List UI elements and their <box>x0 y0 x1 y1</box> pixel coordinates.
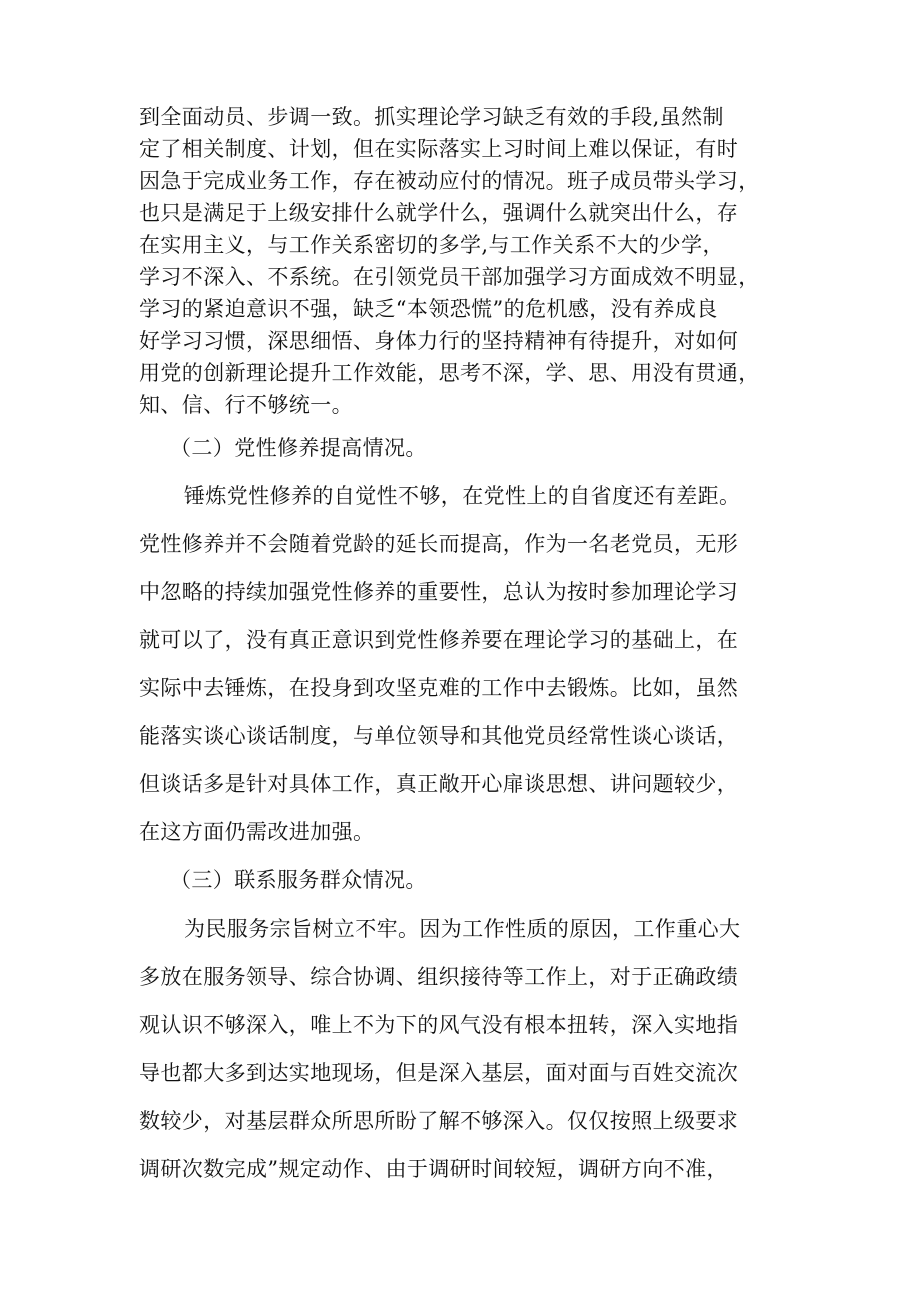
paragraph-line: 但谈话多是针对具体工作，真正敞开心扉谈思想、讲问题较少， <box>139 772 739 796</box>
section-heading-3: （三）联系服务群众情况。 <box>170 868 427 892</box>
paragraph-line: 在实用主义，与工作关系密切的多学,与工作关系不大的少学， <box>139 233 724 257</box>
paragraph-line: 观认识不够深入，唯上不为下的风气没有根本扭转，深入实地指 <box>139 1013 739 1037</box>
paragraph-line: 用党的创新理论提升工作效能，思考不深，学、思、用没有贯通， <box>139 361 760 385</box>
paragraph-line: 学习的紧迫意识不强，缺乏“本领恐慌”的危机感，没有养成良 <box>139 297 718 321</box>
paragraph-line: 知、信、行不够统一。 <box>139 393 353 417</box>
paragraph-line: 多放在服务领导、综合协调、组织接待等工作上，对于正确政绩 <box>139 965 739 989</box>
paragraph-line: 能落实谈心谈话制度，与单位领导和其他党员经常性谈心谈话， <box>139 724 739 748</box>
paragraph-line: 定了相关制度、计划，但在实际落实上习时间上难以保证，有时 <box>139 137 739 161</box>
paragraph-line: 好学习习惯，深思细悟、身体力行的坚持精神有待提升，对如何 <box>139 329 739 353</box>
paragraph-line: 调研次数完成”规定动作、由于调研时间较短，调研方向不准， <box>139 1157 728 1181</box>
paragraph-line: 中忽略的持续加强党性修养的重要性，总认为按时参加理论学习 <box>139 580 739 604</box>
paragraph-line: 就可以了，没有真正意识到党性修养要在理论学习的基础上，在 <box>139 628 739 652</box>
paragraph-line: 也只是满足于上级安排什么就学什么，强调什么就突出什么，存 <box>139 201 739 225</box>
paragraph-line: 学习不深入、不系统。在引领党员干部加强学习方面成效不明显， <box>139 265 760 289</box>
paragraph-line: 到全面动员、步调一致。抓实理论学习缺乏有效的手段,虽然制 <box>139 105 724 129</box>
paragraph-line: 锤炼党性修养的自觉性不够，在党性上的自省度还有差距。 <box>184 484 741 508</box>
paragraph-line: 党性修养并不会随着党龄的延长而提高，作为一名老党员，无形 <box>139 532 739 556</box>
paragraph-line: 为民服务宗旨树立不牢。因为工作性质的原因，工作重心大 <box>184 917 741 941</box>
paragraph-line: 因急于完成业务工作，存在被动应付的情况。班子成员带头学习， <box>139 169 760 193</box>
paragraph-line: 在这方面仍需改进加强。 <box>139 820 375 844</box>
paragraph-line: 数较少，对基层群众所思所盼了解不够深入。仅仅按照上级要求 <box>139 1109 739 1133</box>
section-heading-2: （二）党性修养提高情况。 <box>170 436 427 460</box>
paragraph-line: 实际中去锤炼，在投身到攻坚克难的工作中去锻炼。比如，虽然 <box>139 676 739 700</box>
paragraph-line: 导也都大多到达实地现场，但是深入基层，面对面与百姓交流次 <box>139 1061 739 1085</box>
